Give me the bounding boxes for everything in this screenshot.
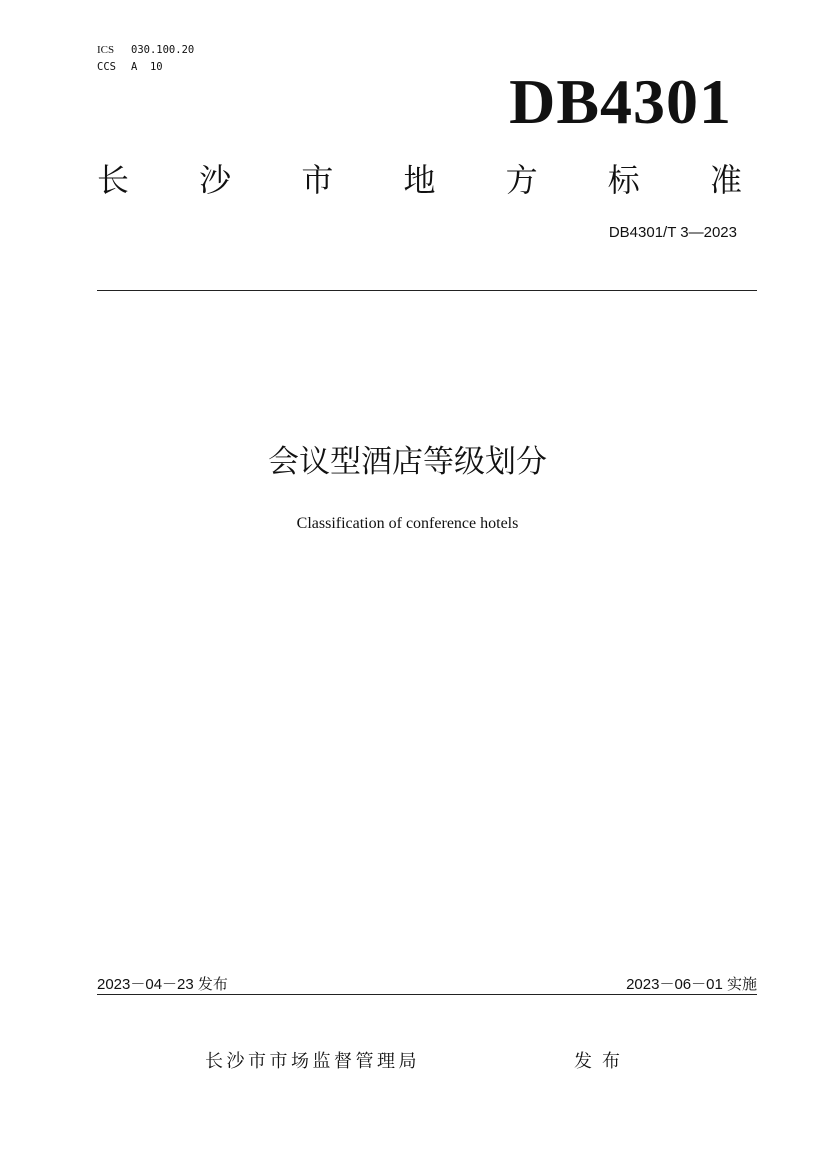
ccs-row [97, 59, 194, 76]
standard-type-char: 准 [709, 161, 742, 199]
standard-type-char: 标 [607, 161, 640, 199]
standard-number: DB4301/T 3—2023 [608, 224, 737, 241]
ics-row [97, 42, 194, 59]
standard-type-char: 沙 [199, 161, 232, 199]
standard-type-char: 地 [403, 161, 436, 199]
ccs-value: A 10 [131, 61, 163, 73]
issuing-authority: 长沙市市场监督管理局 [205, 1051, 420, 1072]
ics-label: ICS [97, 44, 115, 56]
standard-type-char: 市 [301, 161, 334, 199]
document-title-english: Classification of conference hotels [296, 515, 519, 532]
ics-value: 030.100.20 [131, 44, 195, 56]
standard-type-char: 长 [97, 161, 130, 199]
standard-type-heading [97, 158, 742, 202]
header-divider [97, 290, 757, 291]
footer-divider [97, 994, 757, 995]
implementation-date: 2023－06－01 实施 [626, 976, 757, 993]
ccs-label: CCS [97, 61, 116, 73]
document-title-chinese: 会议型酒店等级划分 [268, 444, 547, 480]
classification-codes [97, 42, 194, 76]
standard-type-char: 方 [505, 161, 538, 199]
release-date: 2023－04－23 发布 [97, 976, 228, 993]
issue-label: 发布 [574, 1051, 630, 1072]
standard-code: DB4301 [509, 66, 732, 137]
